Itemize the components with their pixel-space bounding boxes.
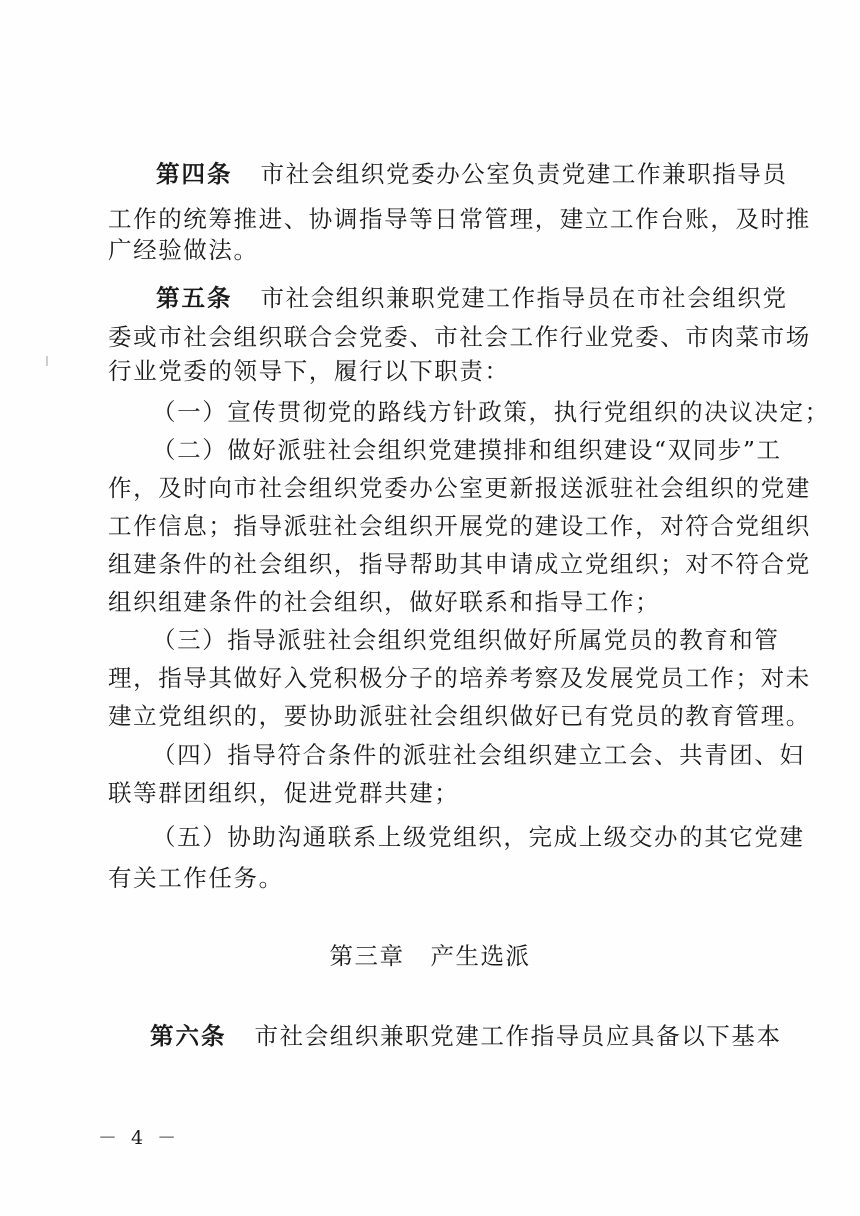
- duty4-line1: （四）指导符合条件的派驻社会组织建立工会、共青团、妇: [152, 741, 805, 769]
- article6-text-1: 市社会组织兼职党建工作指导员应具备以下基本: [254, 1022, 782, 1050]
- duty1-line1: （一）宣传贯彻党的路线方针政策，执行党组织的决议决定；: [152, 398, 830, 426]
- chapter-heading: [0, 940, 860, 972]
- article6-heading: 第六条: [150, 1022, 227, 1050]
- duty2-line1: （二）做好派驻社会组织党建摸排和组织建设“双同步”工: [152, 436, 782, 464]
- article5-line3: 行业党委的领导下，履行以下职责：: [108, 357, 510, 385]
- article5-line1: [156, 282, 788, 314]
- duty5-line2: 有关工作任务。: [108, 864, 284, 892]
- article4-line2: 工作的统筹推进、协调指导等日常管理，建立工作台账，及时推: [108, 205, 811, 233]
- duty3-line2: 理，指导其做好入党积极分子的培养考察及发展党员工作；对未: [108, 664, 811, 692]
- article4-line1: [156, 158, 788, 190]
- article6-line1: [150, 1020, 782, 1052]
- duty2-line5: 组织组建条件的社会组织，做好联系和指导工作；: [108, 588, 661, 616]
- duty2-line3: 工作信息；指导派驻社会组织开展党的建设工作，对符合党组织: [108, 512, 811, 540]
- scan-margin-mark: [46, 356, 48, 366]
- article4-heading: 第四条: [156, 160, 233, 188]
- article4-text-1: 市社会组织党委办公室负责党建工作兼职指导员: [260, 160, 788, 188]
- duty3-line1: （三）指导派驻社会组织党组织做好所属党员的教育和管: [152, 626, 780, 654]
- article4-line3: 广经验做法。: [108, 236, 259, 264]
- duty2-line2: 作，及时向市社会组织党委办公室更新报送派驻社会组织的党建: [108, 474, 811, 502]
- duty3-line3: 建立党组织的，要协助派驻社会组织做好已有党员的教育管理。: [108, 702, 811, 730]
- page-number: － 4 －: [98, 1127, 181, 1149]
- duty5-line1: （五）协助沟通联系上级党组织，完成上级交办的其它党建: [152, 823, 805, 851]
- article5-heading: 第五条: [156, 284, 233, 312]
- duty4-line2: 联等群团组织，促进党群共建；: [108, 779, 460, 807]
- chapter-number: 第三章: [329, 942, 405, 970]
- duty2-line4: 组建条件的社会组织，指导帮助其申请成立党组织；对不符合党: [108, 550, 811, 578]
- chapter-title: 产生选派: [430, 942, 531, 970]
- article5-text-1: 市社会组织兼职党建工作指导员在市社会组织党: [260, 284, 788, 312]
- article5-line2: 委或市社会组织联合会党委、市社会工作行业党委、市肉菜市场: [108, 323, 811, 351]
